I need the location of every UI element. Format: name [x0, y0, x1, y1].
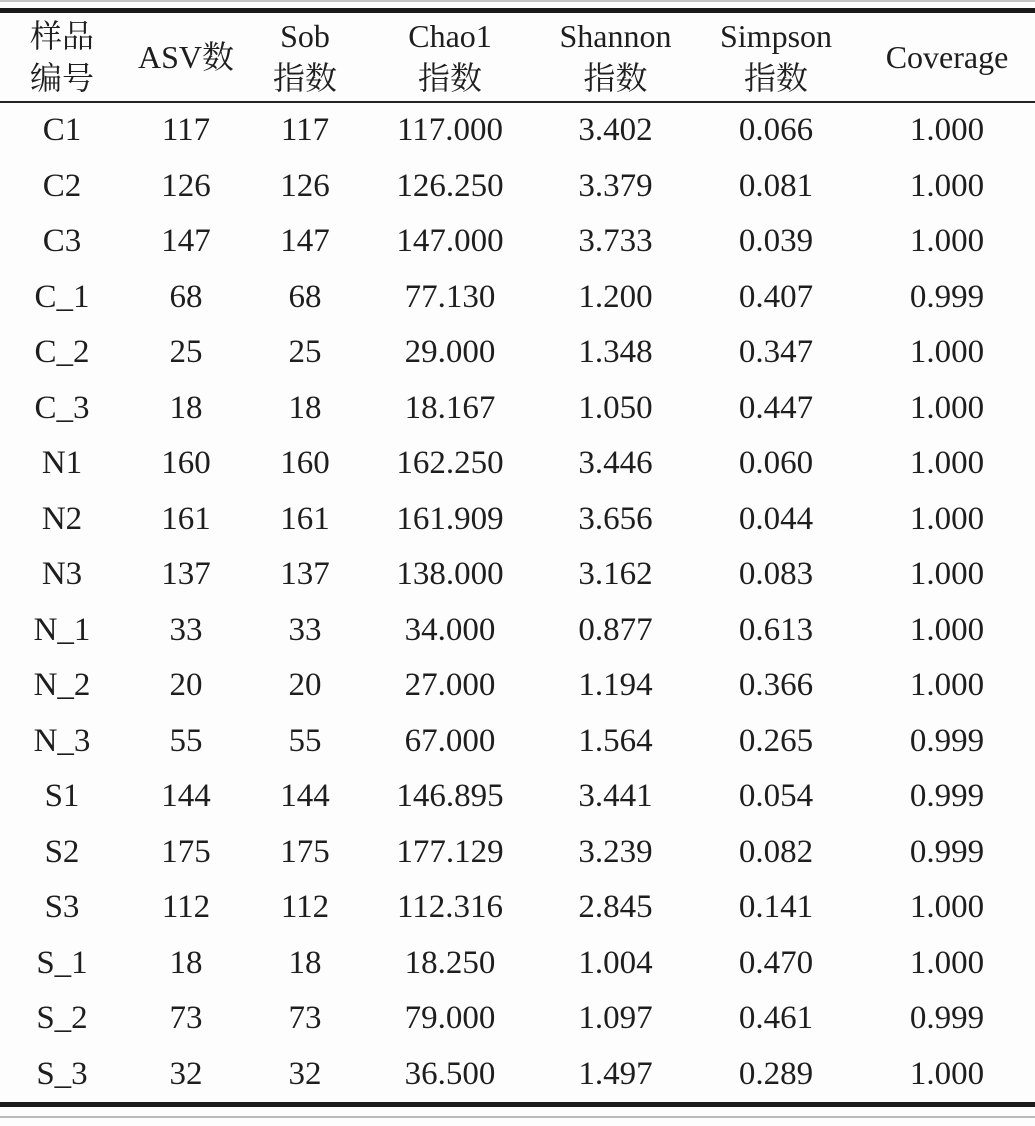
alpha-diversity-table — [0, 8, 1035, 1107]
cell-shannon_index: 1.050 — [578, 389, 653, 426]
cell-shannon_index: 1.200 — [578, 278, 653, 315]
cell-shannon_index: 1.497 — [578, 1055, 653, 1092]
col-header-shannon-index — [538, 11, 693, 103]
cell-coverage: 1.000 — [909, 445, 985, 482]
scan-ghost-line-top — [0, 0, 1035, 2]
header-label: Simpson — [719, 18, 833, 54]
cell-asv_count: 126 — [161, 167, 211, 204]
cell-coverage: 1.000 — [909, 334, 985, 371]
scan-ghost-line-bottom — [0, 1116, 1035, 1118]
cell-shannon_index: 3.162 — [578, 556, 653, 593]
table-row — [0, 492, 1035, 548]
cell-sob_index: 112 — [280, 889, 330, 926]
cell-sob_index: 175 — [280, 833, 330, 870]
cell-coverage: 1.000 — [909, 611, 985, 648]
cell-asv_count: 144 — [161, 778, 211, 815]
cell-chao1_index: 177.129 — [396, 833, 504, 870]
cell-coverage: 0.999 — [909, 722, 985, 759]
table-row — [0, 714, 1035, 770]
cell-simpson_index: 0.347 — [738, 334, 814, 371]
table-row — [0, 991, 1035, 1047]
cell-simpson_index: 0.613 — [738, 611, 814, 648]
cell-asv_count: 55 — [169, 722, 203, 759]
cell-coverage: 0.999 — [909, 833, 985, 870]
cell-sob_index: 32 — [288, 1055, 322, 1092]
cell-sample_id: C3 — [42, 223, 82, 260]
cell-sample_id: C_2 — [34, 334, 90, 371]
cell-simpson_index: 0.039 — [738, 223, 814, 260]
cell-chao1_index: 117.000 — [396, 112, 504, 149]
cell-coverage: 1.000 — [909, 1055, 985, 1092]
cell-sob_index: 160 — [280, 445, 330, 482]
cell-sample_id: N_3 — [33, 722, 91, 759]
header-label: 指数 — [583, 60, 648, 96]
cell-asv_count: 175 — [161, 833, 211, 870]
cell-sample_id: C2 — [42, 167, 82, 204]
col-header-sample-id — [0, 11, 124, 103]
col-header-chao1-index — [362, 11, 538, 103]
cell-sample_id: N1 — [41, 445, 83, 482]
col-header-simpson-index — [693, 11, 859, 103]
table-row — [0, 436, 1035, 492]
table-header — [0, 11, 1035, 103]
col-header-coverage — [859, 11, 1035, 103]
cell-coverage: 0.999 — [909, 778, 985, 815]
cell-sob_index: 73 — [288, 1000, 322, 1037]
header-label: 指数 — [272, 60, 337, 96]
cell-simpson_index: 0.060 — [738, 445, 814, 482]
table-row — [0, 214, 1035, 270]
cell-chao1_index: 29.000 — [404, 334, 496, 371]
cell-asv_count: 161 — [161, 500, 211, 537]
table-body — [0, 102, 1035, 1105]
cell-simpson_index: 0.141 — [738, 889, 814, 926]
cell-asv_count: 112 — [161, 889, 211, 926]
cell-chao1_index: 18.167 — [404, 389, 496, 426]
cell-sample_id: S_1 — [36, 944, 88, 981]
cell-coverage: 1.000 — [909, 112, 985, 149]
cell-sample_id: C_3 — [34, 389, 90, 426]
cell-shannon_index: 2.845 — [578, 889, 653, 926]
cell-chao1_index: 27.000 — [404, 667, 496, 704]
cell-simpson_index: 0.407 — [738, 278, 814, 315]
cell-sample_id: N3 — [41, 556, 83, 593]
cell-simpson_index: 0.082 — [738, 833, 814, 870]
cell-shannon_index: 1.097 — [578, 1000, 653, 1037]
cell-simpson_index: 0.447 — [738, 389, 814, 426]
cell-coverage: 1.000 — [909, 944, 985, 981]
cell-asv_count: 18 — [169, 944, 203, 981]
cell-simpson_index: 0.083 — [738, 556, 814, 593]
cell-sample_id: N2 — [41, 500, 83, 537]
cell-sample_id: S1 — [44, 778, 80, 815]
cell-simpson_index: 0.366 — [738, 667, 814, 704]
cell-coverage: 1.000 — [909, 167, 985, 204]
cell-sob_index: 137 — [280, 556, 330, 593]
table-row — [0, 325, 1035, 381]
cell-coverage: 0.999 — [909, 278, 985, 315]
cell-shannon_index: 3.441 — [578, 778, 653, 815]
cell-coverage: 1.000 — [909, 500, 985, 537]
cell-coverage: 1.000 — [909, 889, 985, 926]
cell-chao1_index: 112.316 — [396, 889, 504, 926]
cell-sob_index: 126 — [280, 167, 330, 204]
cell-chao1_index: 36.500 — [404, 1055, 496, 1092]
cell-sob_index: 161 — [280, 500, 330, 537]
cell-asv_count: 160 — [161, 445, 211, 482]
cell-simpson_index: 0.081 — [738, 167, 814, 204]
cell-shannon_index: 1.564 — [578, 722, 653, 759]
header-label: Shannon — [559, 18, 672, 54]
cell-shannon_index: 1.194 — [578, 667, 653, 704]
cell-asv_count: 68 — [169, 278, 203, 315]
cell-shannon_index: 0.877 — [578, 611, 653, 648]
cell-sample_id: N_1 — [33, 611, 91, 648]
cell-sample_id: S_2 — [36, 1000, 88, 1037]
cell-sample_id: C1 — [42, 112, 82, 149]
cell-simpson_index: 0.289 — [738, 1055, 814, 1092]
cell-sample_id: S3 — [44, 889, 80, 926]
table-row — [0, 159, 1035, 215]
cell-simpson_index: 0.054 — [738, 778, 814, 815]
cell-asv_count: 33 — [169, 611, 203, 648]
cell-asv_count: 117 — [161, 112, 211, 149]
cell-sample_id: S2 — [44, 833, 80, 870]
cell-shannon_index: 1.348 — [578, 334, 653, 371]
header-label: Chao1 — [408, 18, 492, 54]
cell-shannon_index: 3.446 — [578, 445, 653, 482]
cell-chao1_index: 67.000 — [404, 722, 496, 759]
cell-sob_index: 55 — [288, 722, 322, 759]
cell-sample_id: N_2 — [33, 667, 91, 704]
header-label: Coverage — [885, 39, 1009, 75]
table-row — [0, 102, 1035, 159]
table-row — [0, 769, 1035, 825]
cell-asv_count: 25 — [169, 334, 203, 371]
cell-shannon_index: 3.656 — [578, 500, 653, 537]
cell-simpson_index: 0.461 — [738, 1000, 814, 1037]
col-header-sob-index — [248, 11, 362, 103]
table-row — [0, 1047, 1035, 1105]
col-header-asv-count — [124, 11, 248, 103]
cell-coverage: 1.000 — [909, 556, 985, 593]
cell-shannon_index: 1.004 — [578, 944, 653, 981]
table-row — [0, 270, 1035, 326]
cell-sob_index: 25 — [288, 334, 322, 371]
cell-sob_index: 20 — [288, 667, 322, 704]
cell-simpson_index: 0.470 — [738, 944, 814, 981]
cell-sob_index: 144 — [280, 778, 330, 815]
header-label: 指数 — [417, 60, 482, 96]
table-row — [0, 381, 1035, 437]
cell-chao1_index: 146.895 — [396, 778, 504, 815]
cell-coverage: 1.000 — [909, 223, 985, 260]
cell-simpson_index: 0.044 — [738, 500, 814, 537]
cell-coverage: 1.000 — [909, 667, 985, 704]
header-label: 指数 — [743, 60, 808, 96]
table-row — [0, 936, 1035, 992]
cell-asv_count: 32 — [169, 1055, 203, 1092]
cell-sob_index: 147 — [280, 223, 330, 260]
cell-simpson_index: 0.066 — [738, 112, 814, 149]
cell-sample_id: S_3 — [36, 1055, 88, 1092]
cell-asv_count: 20 — [169, 667, 203, 704]
cell-chao1_index: 162.250 — [396, 445, 504, 482]
table-row — [0, 880, 1035, 936]
cell-sob_index: 18 — [288, 389, 322, 426]
cell-chao1_index: 138.000 — [396, 556, 504, 593]
cell-coverage: 1.000 — [909, 389, 985, 426]
header-row — [0, 11, 1035, 103]
header-label: 编号 — [29, 60, 94, 96]
cell-chao1_index: 126.250 — [396, 167, 504, 204]
cell-coverage: 0.999 — [909, 1000, 985, 1037]
cell-chao1_index: 147.000 — [396, 223, 504, 260]
cell-chao1_index: 79.000 — [404, 1000, 496, 1037]
cell-simpson_index: 0.265 — [738, 722, 814, 759]
cell-sob_index: 68 — [288, 278, 322, 315]
cell-shannon_index: 3.379 — [578, 167, 653, 204]
table-row — [0, 825, 1035, 881]
header-label: ASV数 — [137, 39, 235, 75]
cell-chao1_index: 161.909 — [396, 500, 504, 537]
cell-sob_index: 33 — [288, 611, 322, 648]
table-row — [0, 547, 1035, 603]
table-row — [0, 658, 1035, 714]
cell-asv_count: 18 — [169, 389, 203, 426]
cell-asv_count: 137 — [161, 556, 211, 593]
cell-chao1_index: 18.250 — [404, 944, 496, 981]
cell-shannon_index: 3.402 — [578, 112, 653, 149]
cell-chao1_index: 77.130 — [404, 278, 496, 315]
cell-sob_index: 18 — [288, 944, 322, 981]
cell-chao1_index: 34.000 — [404, 611, 496, 648]
cell-sample_id: C_1 — [34, 278, 90, 315]
cell-shannon_index: 3.733 — [578, 223, 653, 260]
cell-sob_index: 117 — [280, 112, 330, 149]
cell-shannon_index: 3.239 — [578, 833, 653, 870]
header-label: Sob — [280, 18, 330, 54]
cell-asv_count: 147 — [161, 223, 211, 260]
header-label: 样品 — [29, 18, 94, 54]
cell-asv_count: 73 — [169, 1000, 203, 1037]
table-row — [0, 603, 1035, 659]
